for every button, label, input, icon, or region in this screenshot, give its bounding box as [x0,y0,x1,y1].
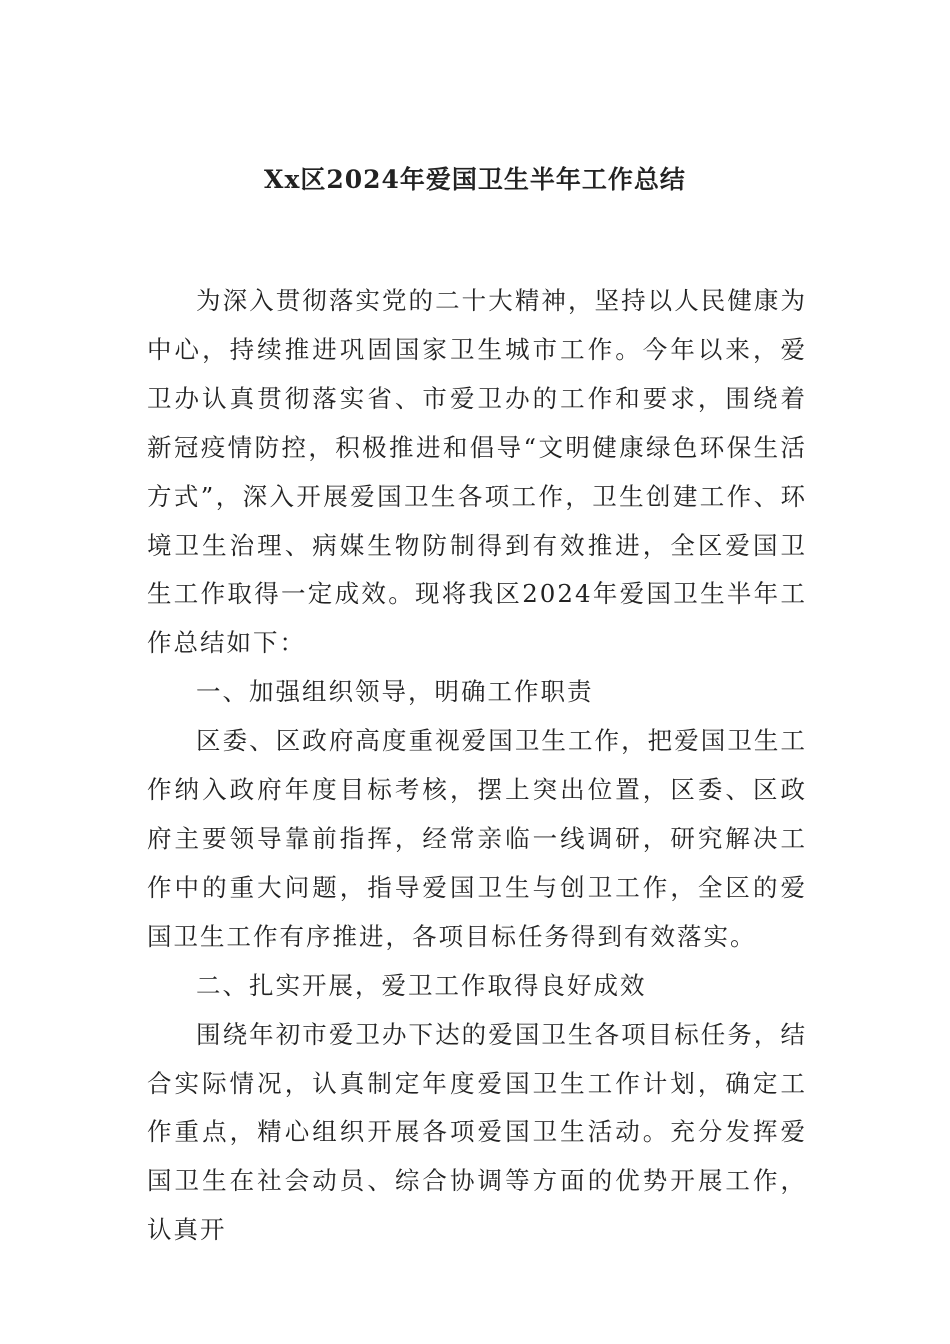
intro-paragraph: 为深入贯彻落实党的二十大精神，坚持以人民健康为中心，持续推进巩固国家卫生城市工作。今年以来，爱卫办认真贯彻落实省、市爱卫办的工作和要求，围绕着新冠疫情防控，积极推进和倡导“文明健康绿色环保生活方式”，深入开展爱国卫生各项工作，卫生创建工作、环境卫生治理、病媒生物防制得到有效推进，全区爱国卫生工作取得一定成效。现将我区2024年爱国卫生半年工作总结如下： [147,286,807,658]
section-heading-1: 一、加强组织领导，明确工作职责 [196,677,594,707]
document-title: Xx区2024年爱国卫生半年工作总结 [264,165,686,194]
section-heading-2: 二、扎实开展，爱卫工作取得良好成效 [196,970,647,1000]
section-2-paragraph: 围绕年初市爱卫办下达的爱国卫生各项目标任务，结合实际情况，认真制定年度爱国卫生工作计划，确定工作重点，精心组织开展各项爱国卫生活动。充分发挥爱国卫生在社会动员、综合协调等方面的优势开展工作，认真开 [147,1019,807,1245]
document-body [147,277,807,1255]
section-1-paragraph: 区委、区政府高度重视爱国卫生工作，把爱国卫生工作纳入政府年度目标考核，摆上突出位置，区委、区政府主要领导靠前指挥，经常亲临一线调研，研究解决工作中的重大问题，指导爱国卫生与创卫工作，全区的爱国卫生工作有序推进，各项目标任务得到有效落实。 [147,726,807,951]
